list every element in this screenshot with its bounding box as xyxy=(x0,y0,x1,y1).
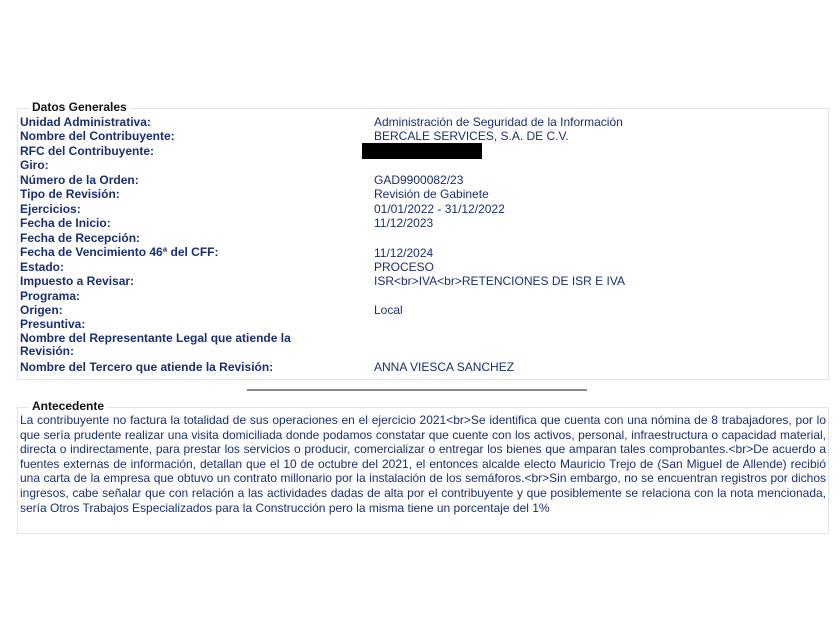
field-label: Unidad Administrativa: xyxy=(20,115,151,129)
field-value: ANNA VIESCA SANCHEZ xyxy=(374,360,515,374)
antecedente-text: La contribuyente no factura la totalidad de sus operaciones en el ejercicio 2021<br>Se identifica que cuenta con una nómina de 8 trabajadores, por lo que sería prudente realizar una visita domiciliada donde podamos constatar que cuente con los activos, personal, infraestructura o capacidad material, directa o indirectamente, para prestar los servicios o producir, comercializar o entregar los bienes que amparan tales comprobantes.<br>De acuerdo a fuentes externas de información, detallan que el 10 de octubre del 2021, el entonces alcalde electo Mauricio Trejo de (San Miguel de Allende) recibió una carta de la empresa que obtuvo un contrato millonario por la instalación de los semáforos.<br>Sin embargo, no se encuentran registros por dichos ingresos, cabe señalar que con relación a las actividades dadas de alta por el contribuyente y que posiblemente se relaciona con la nota mencionada, sería Otros Trabajos Especializados para la Construcción pero la misma tiene un porcentaje del 1% xyxy=(20,413,826,515)
field-label: Origen: xyxy=(20,303,63,317)
field-value: GAD9900082/23 xyxy=(374,172,464,187)
rfc-redaction-bar xyxy=(362,143,482,159)
field-label: Ejercicios: xyxy=(20,201,81,216)
field-label: Impuesto a Revisar: xyxy=(20,274,135,288)
section-divider xyxy=(247,389,587,391)
field-label: Fecha de Inicio: xyxy=(20,216,111,230)
field-label: Fecha de Vencimiento 46ª del CFF: xyxy=(20,245,219,259)
field-label: Fecha de Recepción: xyxy=(20,230,141,245)
field-value: PROCESO xyxy=(374,260,435,274)
antecedente-title: Antecedente xyxy=(29,400,107,412)
field-label: Giro: xyxy=(20,158,49,172)
field-label: Presuntiva: xyxy=(20,317,86,331)
field-label: Programa: xyxy=(20,289,81,303)
field-value: ISR<br>IVA<br>RETENCIONES DE ISR E IVA xyxy=(374,274,625,288)
field-value: 11/12/2024 xyxy=(374,246,434,260)
field-value: Local xyxy=(374,303,403,317)
field-label: Nombre del Tercero que atiende la Revisión: xyxy=(20,360,274,374)
field-value: Revisión de Gabinete xyxy=(374,187,489,201)
field-label: Nombre del Representante Legal que atiende la Revisión: xyxy=(20,331,291,358)
field-label: RFC del Contribuyente: xyxy=(20,143,154,158)
field-value: 01/01/2022 - 31/12/2022 xyxy=(374,201,505,216)
field-value: 11/12/2023 xyxy=(374,216,434,230)
field-label: Tipo de Revisión: xyxy=(20,187,120,201)
datos-generales-title: Datos Generales xyxy=(29,101,130,113)
field-value: Administración de Seguridad de la Información xyxy=(374,115,623,129)
field-value: BERCALE SERVICES, S.A. DE C.V. xyxy=(374,129,569,143)
field-label: Estado: xyxy=(20,260,65,274)
field-label: Nombre del Contribuyente: xyxy=(20,129,175,143)
field-label: Número de la Orden: xyxy=(20,172,139,187)
